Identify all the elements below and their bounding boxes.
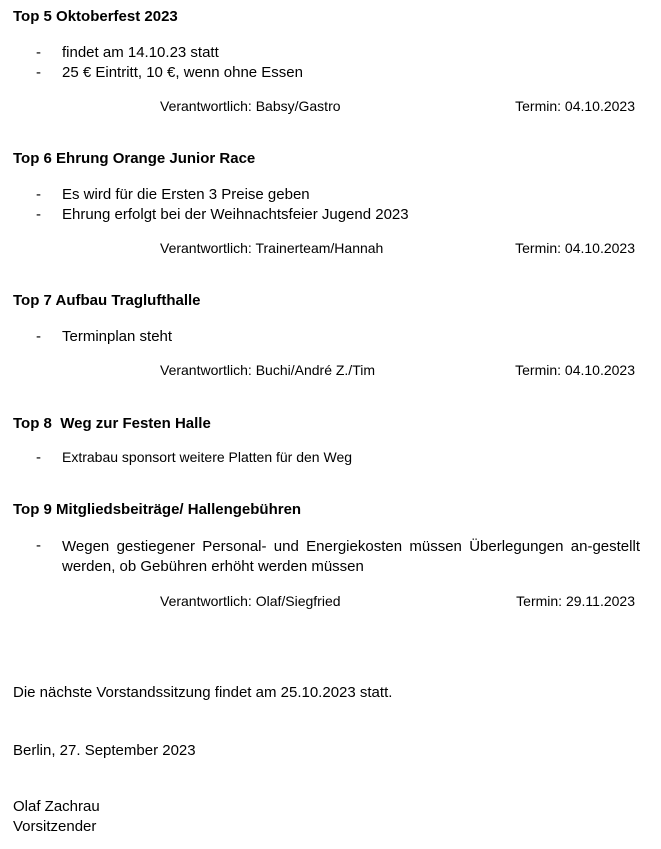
bullet-dash: - <box>36 328 41 345</box>
bullet-dash: - <box>36 186 41 203</box>
topic-7-bullet-1: Terminplan steht <box>62 328 173 345</box>
topic-9-deadline: Termin: 29.11.2023 <box>516 593 635 609</box>
topic-5-responsible: Verantwortlich: Babsy/Gastro <box>160 98 341 114</box>
bullet-dash: - <box>36 44 41 61</box>
bullet-dash: - <box>36 64 41 81</box>
signature-role: Vorsitzender <box>13 818 97 835</box>
next-meeting-note: Die nächste Vorstandssitzung findet am 25.10.2023 statt. <box>13 684 393 701</box>
signature-name: Olaf Zachrau <box>13 798 100 815</box>
topic-9-heading: Top 9 Mitgliedsbeiträge/ Hallengebühren <box>13 501 302 518</box>
topic-6-bullet-2: Ehrung erfolgt bei der Weihnachtsfeier Jugend 2023 <box>62 206 409 223</box>
bullet-dash: - <box>36 537 41 554</box>
topic-6-heading: Top 6 Ehrung Orange Junior Race <box>13 150 256 167</box>
topic-5-heading: Top 5 Oktoberfest 2023 <box>13 8 178 25</box>
topic-8-heading: Top 8 Weg zur Festen Halle <box>13 415 211 432</box>
topic-7-deadline: Termin: 04.10.2023 <box>515 362 635 378</box>
topic-5-bullet-2: 25 € Eintritt, 10 €, wenn ohne Essen <box>62 64 303 81</box>
topic-7-heading: Top 7 Aufbau Traglufthalle <box>13 292 201 309</box>
topic-5-deadline: Termin: 04.10.2023 <box>515 98 635 114</box>
bullet-dash: - <box>36 206 41 223</box>
topic-5-bullet-1: findet am 14.10.23 statt <box>62 44 219 61</box>
topic-8-bullet-1: Extrabau sponsort weitere Platten für den Weg <box>62 449 353 465</box>
bullet-dash: - <box>36 449 41 466</box>
topic-9-responsible: Verantwortlich: Olaf/Siegfried <box>160 593 341 609</box>
topic-6-bullet-1: Es wird für die Ersten 3 Preise geben <box>62 186 310 203</box>
topic-9-bullet-1: Wegen gestiegener Personal- und Energiekosten müssen Überlegungen an-gestellt werden, ob Gebühren erhöht werden müssen <box>62 538 640 575</box>
topic-6-deadline: Termin: 04.10.2023 <box>515 240 635 256</box>
place-date: Berlin, 27. September 2023 <box>13 742 196 759</box>
topic-7-responsible: Verantwortlich: Buchi/André Z./Tim <box>160 362 376 378</box>
topic-6-responsible: Verantwortlich: Trainerteam/Hannah <box>160 240 384 256</box>
